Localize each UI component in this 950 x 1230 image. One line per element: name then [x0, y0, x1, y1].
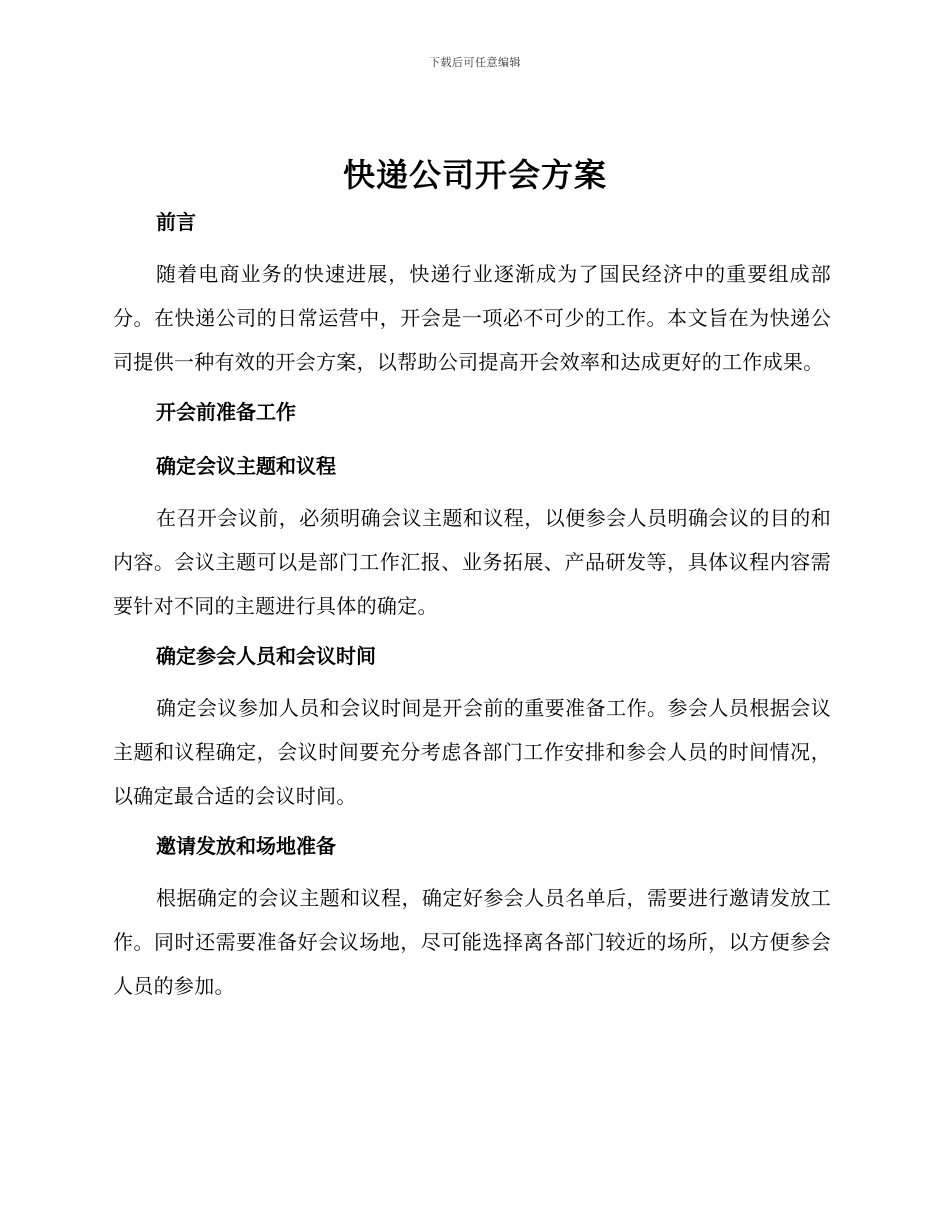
document-title: 快递公司开会方案 [342, 156, 607, 194]
paragraph-invitation: 根据确定的会议主题和议程，确定好参会人员名单后，需要进行邀请发放工作。同时还需要准备好会议场地，尽可能选择离各部门较近的场所，以方便参会人员的参加。 [113, 886, 831, 998]
section-heading-preparation: 开会前准备工作 [156, 400, 296, 424]
section-heading-attendees: 确定参会人员和会议时间 [156, 644, 376, 668]
header-note: 下载后可任意编辑 [429, 56, 521, 69]
paragraph-topic: 在召开会议前，必须明确会议主题和议程，以便参会人员明确会议的目的和内容。会议主题可以是部门工作汇报、业务拓展、产品研发等，具体议程内容需要针对不同的主题进行具体的确定。 [113, 506, 831, 618]
section-heading-invitation: 邀请发放和场地准备 [156, 834, 336, 858]
section-heading-topic: 确定会议主题和议程 [156, 454, 336, 478]
paragraph-preface: 随着电商业务的快速进展，快递行业逐渐成为了国民经济中的重要组成部分。在快递公司的日常运营中，开会是一项必不可少的工作。本文旨在为快递公司提供一种有效的开会方案，以帮助公司提高开会效率和达成更好的工作成果。 [113, 262, 831, 374]
paragraph-attendees: 确定会议参加人员和会议时间是开会前的重要准备工作。参会人员根据会议主题和议程确定，会议时间要充分考虑各部门工作安排和参会人员的时间情况，以确定最合适的会议时间。 [113, 696, 831, 808]
document-body [113, 206, 831, 1008]
section-heading-preface: 前言 [156, 210, 196, 234]
